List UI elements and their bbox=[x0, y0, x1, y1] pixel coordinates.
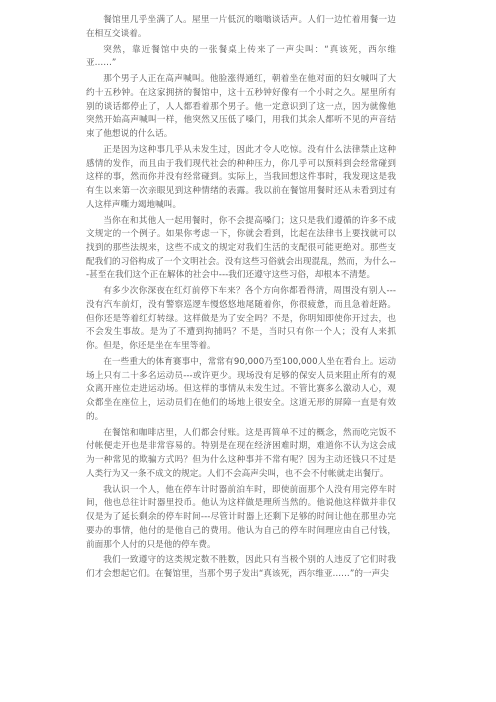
paragraph-8: 在餐馆和咖啡店里，人们都会付账。这是再简单不过的概念，然而吃完饭不付帐便走开也是非常容易的。特别是在现在经济困难时期，难道你不认为这会成为一种常见的欺骗方式吗？但为什么这种事并不常有呢？因为主动还钱只不过是人类行为又一条不成文的规定。人们不会高声尖叫，也不会不付帐就走出餐厅。 bbox=[86, 427, 396, 479]
paragraph-1: 餐馆里几乎坐满了人。屋里一片低沉的嗡嗡谈话声。人们一边忙着用餐一边在相互交谈着。 bbox=[86, 15, 396, 39]
paragraph-7: 在一些重大的体育赛事中，常常有90,000乃至100,000人坐在看台上。运动场上只有二十多名运动员---或许更少。现场没有足够的保安人员来阻止所有的观众离开座位走进运动场。但这样的事情从未发生过。不管比赛多么激动人心，观众都坐在座位上，运动员们在他们的场地上很安全。这道无形的屏障一直是有效的。 bbox=[86, 357, 396, 422]
paragraph-2: 突然，靠近餐馆中央的一张餐桌上传来了一声尖叫：“真该死，西尔维亚……” bbox=[86, 44, 396, 69]
paragraph-10: 我们一致遵守的这类规定数不胜数，因此只有当极个别的人违反了它们时我们才会想起它们。在餐馆里，当那个男子发出“真该死，西尔维亚……”的一声尖 bbox=[86, 555, 396, 580]
paragraph-5: 当你在和其他人一起用餐时，你不会提高嗓门；这只是我们遵循的许多不成文规定的一个例子。如果你考虑一下，你就会看到，比起在法律书上要找就可以找到的那些法规来，这些不成文的规定对我们生活的支配很可能更绝对。那些支配我们的习俗构成了一个文明社会。没有这些习俗就会出现混乱，然而，为什么---甚至在我们这个正在解体的社会中---我们还遵守这些习俗，却根本不清楚。 bbox=[86, 215, 396, 281]
paragraph-4: 正是因为这种事几乎从未发生过，因此才令人吃惊。没有什么法律禁止这种感情的发作，而且由于我们现代社会的种种压力，你几乎可以预料到会经常碰到这样的事，然而你并没有经常碰到。实际上，当我回想这件事时，我发现这是我有生以来第一次亲眼见到这种情绪的表露。我以前在餐馆用餐时还从未看到过有人这样声嘶力竭地喊叫。 bbox=[86, 144, 396, 210]
paragraph-9: 我认识一个人，他在停车计时器前泊车时，即使前面那个人没有用完停车时间，他也总往计时器里投币。他认为这样做是理所当然的。他说他这样做并非仅仅是为了延长剩余的停车时间---尽管计时器上还剩下足够的时间让他在那里办完要办的事情，他付的是他自己的费用。他认为自己的停车时间理应由自己付钱，前面那个人付的只是他的停车费。 bbox=[86, 484, 396, 550]
paragraph-3: 那个男子人正在高声喊叫。他脸涨得通红，朝着坐在他对面的妇女喊叫了大约十五秒钟。在这家拥挤的餐馆中，这十五秒钟好像有一个小时之久。屋里所有别的谈话都停止了，人人都看着那个男子。他一定意识到了这一点，因为就像他突然开始高声喊叫一样，他突然又压低了嗓门，用我们其余人都听不见的声音结束了他想说的什么话。 bbox=[86, 74, 396, 139]
paragraph-6: 有多少次你深夜在红灯前停下车来？各个方向你都看得清，周围没有别人---没有汽车前灯，没有警察巡逻车慢悠悠地尾随着你，你很疲惫，而且急着赶路。但你还是等着红灯转绿。这样做是为了安全吗？不是，你明知即使你开过去，也不会发生事故。是为了不遭到拘捕吗？不是，当时只有你一个人；没有人来抓你。但是，你还是坐在车里等着。 bbox=[86, 286, 396, 352]
article-body bbox=[86, 14, 396, 584]
